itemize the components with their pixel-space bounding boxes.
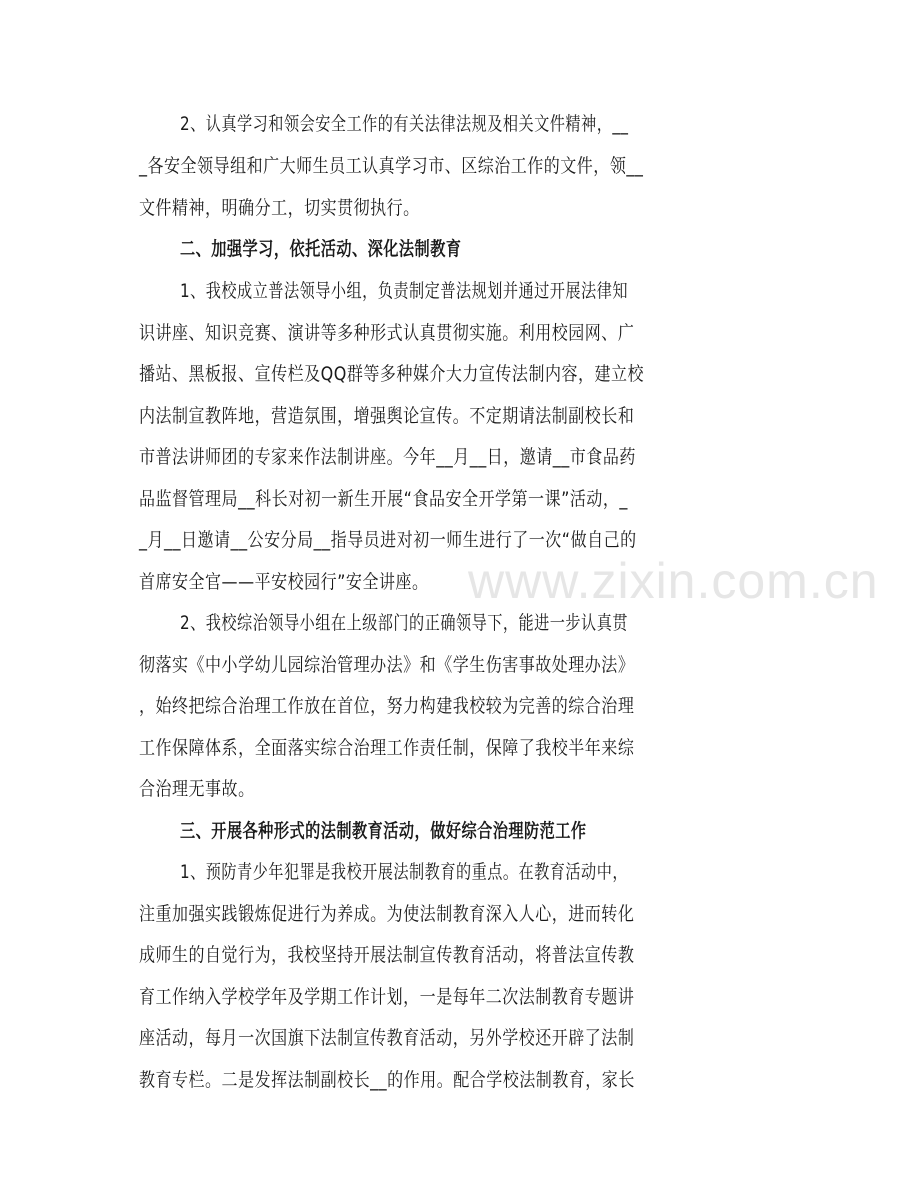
paragraph-line: 首席安全官——平安校园行”安全讲座。 [139, 571, 429, 593]
paragraph-line: _各安全领导组和广大师生员工认真学习市、区综治工作的文件，领__ [139, 155, 644, 177]
paragraph-line: 播站、黑板报、宣传栏及QQ群等多种媒介大力宣传法制内容，建立校 [139, 363, 645, 385]
paragraph-line: 工作保障体系，全面落实综合治理工作责任制，保障了我校半年来综 [139, 737, 635, 759]
paragraph-line: 2、我校综治领导小组在上级部门的正确领导下，能进一步认真贯 [180, 612, 628, 634]
section-heading: 二、加强学习，依托活动、深化法制教育 [180, 238, 462, 260]
paragraph-line: 彻落实《中小学幼儿园综治管理办法》和《学生伤害事故处理办法》 [139, 654, 635, 676]
watermark: www.zixin.com.cn [468, 553, 879, 609]
paragraph-line: 注重加强实践锻炼促进行为养成。为使法制教育深入人心，进而转化 [139, 903, 635, 925]
paragraph-line: 品监督管理局__科长对初一新生开展“食品安全开学第一课”活动，_ [139, 488, 628, 510]
paragraph-line: 内法制宣教阵地，营造氛围，增强舆论宣传。不定期请法制副校长和 [139, 405, 635, 427]
paragraph-line: 2、认真学习和领会安全工作的有关法律法规及相关文件精神，__ [180, 113, 629, 135]
paragraph-line: 合治理无事故。 [139, 778, 255, 800]
paragraph-line: 文件精神，明确分工，切实贯彻执行。 [139, 197, 420, 219]
paragraph-line: 识讲座、知识竞赛、演讲等多种形式认真贯彻实施。利用校园网、广 [139, 322, 635, 344]
paragraph-line: 成师生的自觉行为，我校坚持开展法制宣传教育活动，将普法宣传教 [139, 944, 635, 966]
paragraph-line: 座活动，每月一次国旗下法制宣传教育活动，另外学校还开辟了法制 [139, 1027, 635, 1049]
paragraph-line: 1、预防青少年犯罪是我校开展法制教育的重点。在教育活动中， [180, 861, 628, 883]
paragraph-line: ，始终把综合治理工作放在首位，努力构建我校较为完善的综合治理 [139, 695, 635, 717]
paragraph-line: 市普法讲师团的专家来作法制讲座。今年__月__日，邀请__市食品药 [139, 446, 636, 468]
paragraph-line: 育工作纳入学校学年及学期工作计划，一是每年二次法制教育专题讲 [139, 986, 635, 1008]
paragraph-line: 教育专栏。二是发挥法制副校长__的作用。配合学校法制教育，家长 [139, 1069, 635, 1091]
section-heading: 三、开展各种形式的法制教育活动，做好综合治理防范工作 [180, 820, 587, 842]
paragraph-line: 1、我校成立普法领导小组，负责制定普法规划并通过开展法律知 [180, 280, 628, 302]
paragraph-line: _月__日邀请__公安分局__指导员进对初一师生进行了一次“做自己的 [139, 529, 637, 551]
